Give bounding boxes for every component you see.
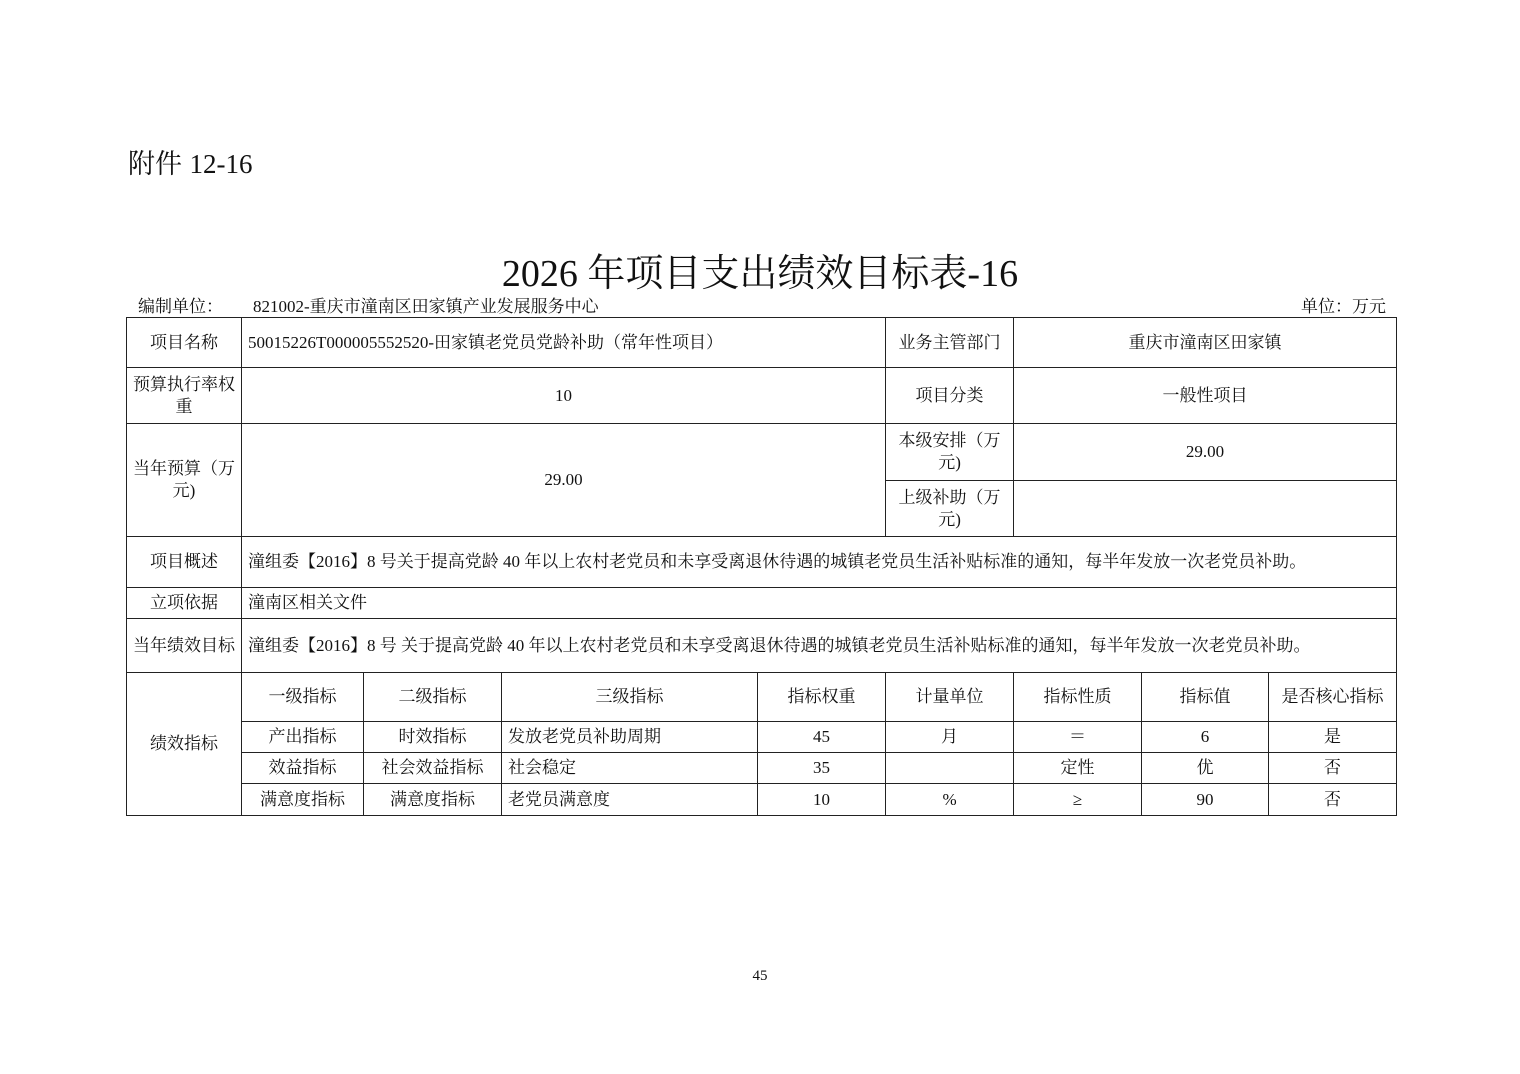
- table-row: [127, 537, 1397, 588]
- budget-label: 当年预算（万元): [127, 424, 242, 537]
- header-cell: 指标值: [1142, 673, 1269, 722]
- dept-label: 业务主管部门: [886, 318, 1014, 368]
- header-cell: 是否核心指标: [1269, 673, 1397, 722]
- goal-label: 当年绩效目标: [127, 619, 242, 673]
- local-value: 29.00: [1014, 424, 1397, 481]
- table-row: [127, 318, 1397, 368]
- indicator-row: [127, 784, 1397, 816]
- indicators-label: 绩效指标: [127, 673, 242, 816]
- indicator-cell: 社会效益指标: [364, 753, 502, 784]
- upper-label: 上级补助（万元): [886, 481, 1014, 537]
- dept-value: 重庆市潼南区田家镇: [1014, 318, 1397, 368]
- weight-value: 10: [242, 368, 886, 424]
- indicator-header-row: [127, 673, 1397, 722]
- header-info-row: [138, 292, 1386, 314]
- attachment-label: [128, 142, 253, 181]
- indicator-row: [127, 753, 1397, 784]
- indicator-row: [127, 722, 1397, 753]
- header-cell: 三级指标: [502, 673, 758, 722]
- weight-label: 预算执行率权重: [127, 368, 242, 424]
- indicator-cell: 发放老党员补助周期: [502, 722, 758, 753]
- indicator-cell: [886, 753, 1014, 784]
- indicator-cell: 产出指标: [242, 722, 364, 753]
- indicator-cell: 社会稳定: [502, 753, 758, 784]
- indicator-cell: 月: [886, 722, 1014, 753]
- overview-label: 项目概述: [127, 537, 242, 588]
- header-cell: 指标性质: [1014, 673, 1142, 722]
- header-cell: 一级指标: [242, 673, 364, 722]
- unit-label: 单位：万元: [1301, 297, 1386, 316]
- header-cell: 二级指标: [364, 673, 502, 722]
- indicator-cell: %: [886, 784, 1014, 816]
- indicator-cell: 优: [1142, 753, 1269, 784]
- basis-label: 立项依据: [127, 588, 242, 619]
- header-cell: 计量单位: [886, 673, 1014, 722]
- page-title: 2026 年项目支出绩效目标表-16: [501, 253, 1019, 295]
- local-label: 本级安排（万元): [886, 424, 1014, 481]
- project-name-label: 项目名称: [127, 318, 242, 368]
- indicator-cell: ≥: [1014, 784, 1142, 816]
- project-name-value: 50015226T000005552520-田家镇老党员党龄补助（常年性项目）: [242, 318, 886, 368]
- indicator-cell: 否: [1269, 784, 1397, 816]
- header-cell: 指标权重: [758, 673, 886, 722]
- performance-target-table: [126, 317, 1397, 816]
- budget-value: 29.00: [242, 424, 886, 537]
- attachment-prefix: 附件: [128, 149, 182, 179]
- org-label: 编制单位：: [138, 297, 223, 316]
- basis-value: 潼南区相关文件: [242, 588, 1397, 619]
- indicator-cell: 时效指标: [364, 722, 502, 753]
- indicator-cell: 35: [758, 753, 886, 784]
- overview-value: 潼组委【2016】8 号关于提高党龄 40 年以上农村老党员和未享受离退休待遇的城镇老党员生活补贴标准的通知，每半年发放一次老党员补助。: [242, 537, 1397, 588]
- indicator-cell: 否: [1269, 753, 1397, 784]
- goal-value: 潼组委【2016】8 号 关于提高党龄 40 年以上农村老党员和未享受离退休待遇的城镇老党员生活补贴标准的通知，每半年发放一次老党员补助。: [242, 619, 1397, 673]
- indicator-cell: 满意度指标: [242, 784, 364, 816]
- category-label: 项目分类: [886, 368, 1014, 424]
- indicator-cell: 10: [758, 784, 886, 816]
- indicator-cell: ＝: [1014, 722, 1142, 753]
- table-row: [127, 368, 1397, 424]
- indicator-cell: 满意度指标: [364, 784, 502, 816]
- page-number: 45: [752, 968, 768, 984]
- table-row: [127, 619, 1397, 673]
- category-value: 一般性项目: [1014, 368, 1397, 424]
- indicator-cell: 老党员满意度: [502, 784, 758, 816]
- attachment-number: 12-16: [189, 149, 253, 179]
- table-row: [127, 424, 1397, 481]
- indicator-cell: 6: [1142, 722, 1269, 753]
- table-row: [127, 588, 1397, 619]
- indicator-cell: 定性: [1014, 753, 1142, 784]
- org-value: 821002-重庆市潼南区田家镇产业发展服务中心: [253, 297, 599, 316]
- upper-value: [1014, 481, 1397, 537]
- indicator-cell: 90: [1142, 784, 1269, 816]
- indicator-cell: 是: [1269, 722, 1397, 753]
- indicator-cell: 效益指标: [242, 753, 364, 784]
- indicator-cell: 45: [758, 722, 886, 753]
